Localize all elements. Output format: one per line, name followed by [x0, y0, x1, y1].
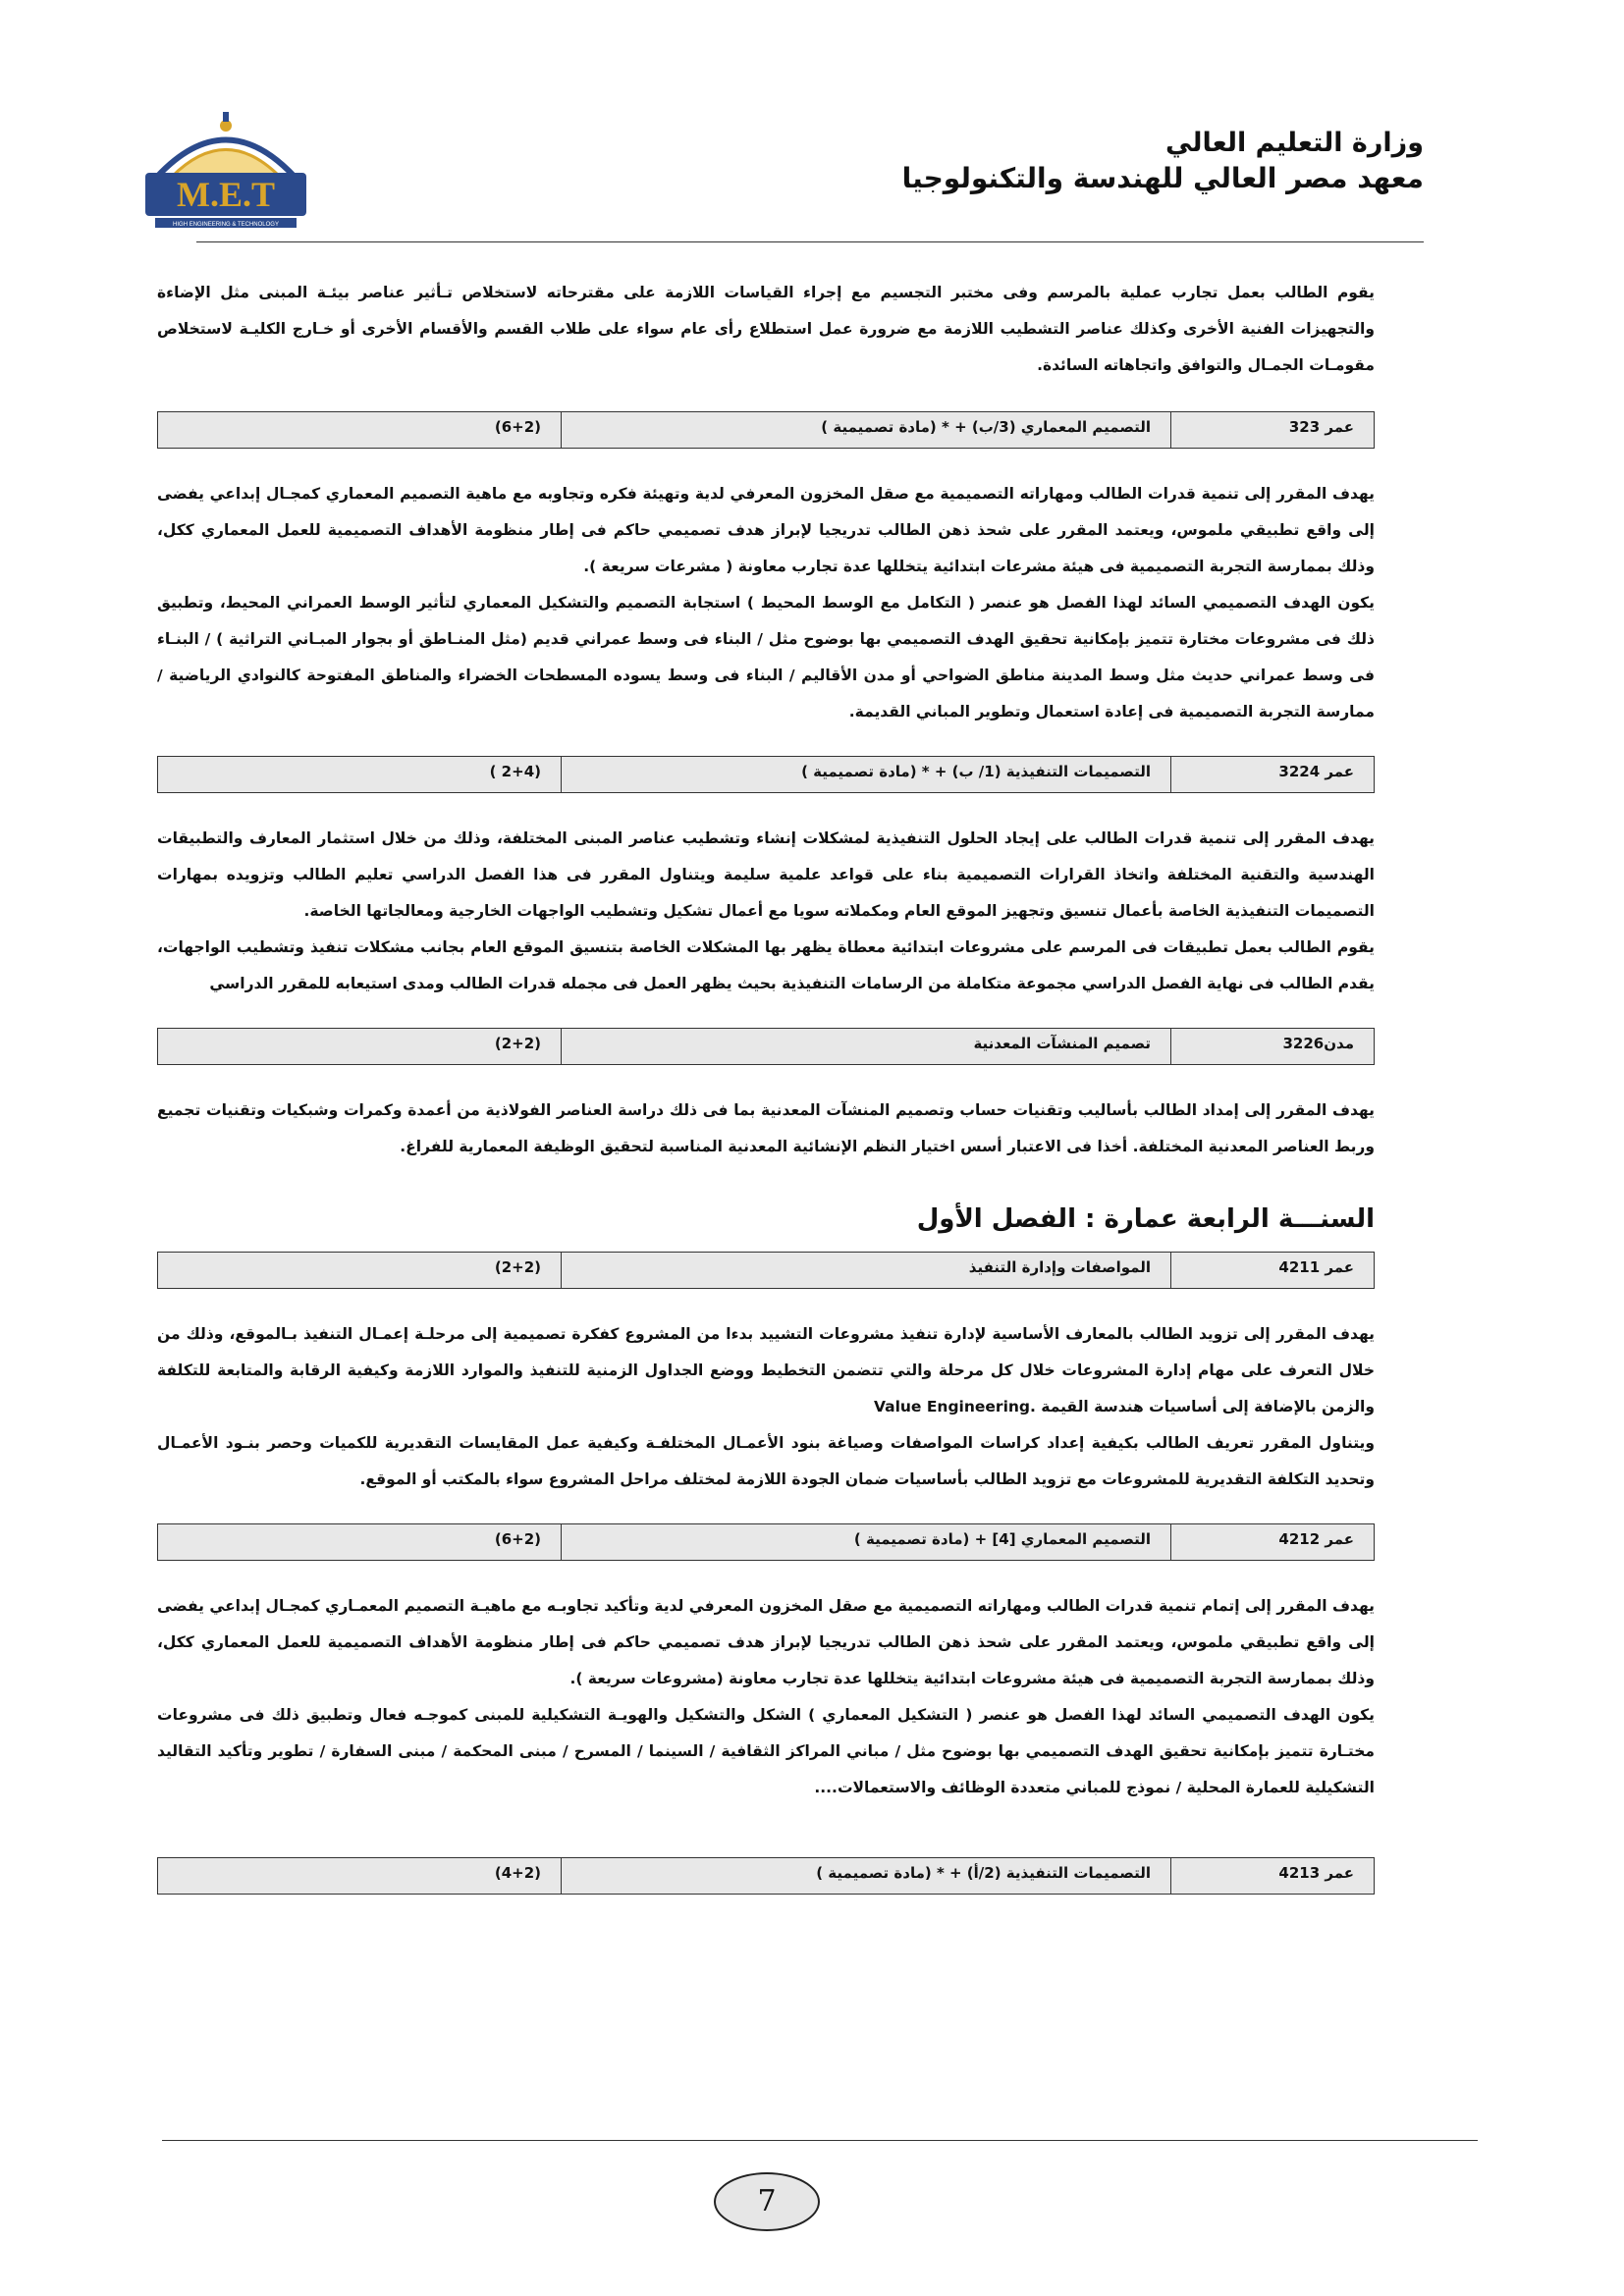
page-content	[157, 275, 1375, 1895]
course-description: يهدف المقرر إلى تنمية قدرات الطالب على إيجاد الحلول التنفيذية لمشكلات إنشاء وتشطيب عناصر المبنى المختلفة، وذلك من خلال استثمار المعارف والتطبيقات الهندسية والتقنية المختلفة واتخاذ القرارات التصميمية بناء على قواعد علمية سليمة ويتناول المقرر فى هذا الفصل الدراسي تعليم الطالب وتزويده بمهارات التصميمات التنفيذية الخاصة بأعمال تنسيق وتجهيز الموقع العام ومكملاته سويا مع أعمال تشكيل وتشطيب الواجهات الخارجية ومعالجاتها الخاصة.	[157, 829, 1375, 920]
course-description: يكون الهدف التصميمي السائد لهذا الفصل هو عنصر ( التشكيل المعماري ) الشكل والتشكيل والهويـة التشكيلية للمبنى كموجـه فعال وتطبيق ذلك فى مشروعات مختـارة تتميز بإمكانية تحقيق الهدف التصميمي بها بوضوح مثل / مباني المراكز الثقافية / السينما / المسرح / مبنى المحكمة / مبنى السفارة / تطوير وتأكيد التقاليد التشكيلية للعمارة المحلية / نموذج للمباني متعددة الوظائف والاستعمالات....	[157, 1706, 1375, 1796]
course-box-323	[157, 411, 1375, 449]
footer-divider	[162, 2140, 1478, 2141]
course-title: تصميم المنشآت المعدنية	[973, 1035, 1151, 1052]
course-code: عمر 4212	[1278, 1530, 1354, 1548]
course-title: التصميم المعماري [4] + (مادة تصميمية )	[853, 1530, 1151, 1548]
intro-paragraph: يقوم الطالب بعمل تجارب عملية بالمرسم وفى مختبر التجسيم مع إجراء القياسات اللازمة على مقترحاته لاستخلاص تـأثير عناصر بيئـة المبنى مثل الإضاءة والتجهيزات الفنية الأخرى وكذلك عناصر التشطيب اللازمة مع ضرورة عمل استطلاع رأى عام سواء على طلاب القسم والأقسام الأخرى أو خـارج الكليـة لاستخلاص مقومـات الجمـال والتوافق واتجاهاته السائدة.	[157, 284, 1375, 374]
header-divider	[196, 241, 1424, 242]
course-code: عمر 3224	[1278, 763, 1354, 780]
course-code: مدن3226	[1282, 1035, 1354, 1052]
course-code: عمر 4213	[1278, 1864, 1354, 1882]
course-box-4213	[157, 1857, 1375, 1895]
ministry-name: وزارة التعليم العالي	[1165, 128, 1424, 158]
institute-name: معهد مصر العالي للهندسة والتكنولوجيا	[901, 162, 1424, 194]
course-hours: (4+2)	[494, 1864, 541, 1882]
course-description: يكون الهدف التصميمي السائد لهذا الفصل هو عنصر ( التكامل مع الوسط المحيط ) استجابة التصميم والتشكيل المعماري لتأثير الوسط العمراني المحيط، وتطبيق ذلك فى مشروعات مختارة تتميز بإمكانية تحقيق الهدف التصميمي بها بوضوح مثل / البناء فى وسط عمراني قديم (مثل المنـاطق أو بجوار المبـاني التراثية ) / البنـاء فى وسط عمراني حديث مثل وسط المدينة مناطق الضواحي أو مدن الأقاليم / البناء فى وسط يسوده المسطحات الخضراء والمناطق المفتوحة كالنوادي الرياضية / ممارسة التجربة التصميمية فى إعادة استعمال وتطوير المباني القديمة.	[157, 594, 1375, 721]
course-title: المواصفات وإدارة التنفيذ	[968, 1258, 1151, 1276]
section-title: السنـــة الرابعة عمارة : الفصل الأول	[916, 1204, 1375, 1234]
course-description: يهدف المقرر إلى تنمية قدرات الطالب ومهاراته التصميمية مع صقل المخزون المعرفي لدية وتهيئة فكره وتجاوبه مع ماهية التصميم المعماري كمجـال إبداعي يفضى إلى واقع تطبيقي ملموس، ويعتمد المقرر على شحذ ذهن الطالب تدريجيا لإبراز هدف تصميمي حاكم فى إطار منظومة الأهداف التصميمية للعمل المعماري ككل، وذلك بممارسة التجربة التصميمية فى هيئة مشرعات ابتدائية يتخللها عدة تجارب معاونة ( مشرعات سريعة ).	[157, 485, 1375, 575]
course-code: عمر 323	[1288, 418, 1354, 436]
course-description: يهدف المقرر إلى إتمام تنمية قدرات الطالب ومهاراته التصميمية مع صقل المخزون المعرفي لدية وتأكيد تجاوبـه مع ماهيـة التصميم المعمـاري كمجـال إبداعي يفضى إلى واقع تطبيقي ملموس، ويعتمد المقرر على شحذ ذهن الطالب تدريجيا لإبراز هدف تصميمي حاكم فى إطار منظومة الأهداف التصميمية للعمل المعماري ككل، وذلك بممارسة التجربة التصميمية فى هيئة مشروعات ابتدائية يتخللها عدة تجارب معاونة (مشروعات سريعة ).	[157, 1597, 1375, 1687]
page-number: 7	[714, 2172, 820, 2231]
course-box-4211	[157, 1252, 1375, 1289]
logo-subtitle: HIGH ENGINEERING & TECHNOLOGY	[173, 222, 279, 228]
course-title: التصميمات التنفيذية (1/ ب) + * (مادة تصميمية )	[801, 763, 1151, 780]
course-description: ويتناول المقرر تعريف الطالب بكيفية إعداد كراسات المواصفات وصياغة بنود الأعمـال المختلفـة وكيفية عمل المقايسات التقديرية للكميات وحصر بنـود الأعمـال وتحديد التكلفة التقديرية للمشروعات مع تزويد الطالب بأساسيات ضمان الجودة اللازمة لمختلف مراحل المشروع سواء بالمكتب أو الموقع.	[157, 1434, 1375, 1488]
course-title: التصميمات التنفيذية (2/أ) + * (مادة تصميمية )	[816, 1864, 1151, 1882]
met-logo	[128, 108, 324, 236]
course-hours: (6+2)	[494, 418, 541, 436]
course-title: التصميم المعماري (3/ب) + * (مادة تصميمية )	[821, 418, 1151, 436]
page-header	[118, 98, 1424, 243]
course-hours: (2+2)	[494, 1035, 541, 1052]
course-hours: (2+2)	[494, 1258, 541, 1276]
organization-block	[902, 128, 1424, 194]
course-description: يهدف المقرر إلى إمداد الطالب بأساليب وتقنيات حساب وتصميم المنشآت المعدنية بما فى ذلك دراسة العناصر الفولاذية من أعمدة وكمرات وشبكيات وتقنيات تجميع وربط العناصر المعدنية المختلفة. أخذا فى الاعتبار أسس اختيار النظم الإنشائية المعدنية المناسبة لتحقيق الوظيفة المعمارية للفراغ.	[157, 1101, 1375, 1155]
course-hours: (6+2)	[494, 1530, 541, 1548]
course-box-3226	[157, 1028, 1375, 1065]
course-box-3224	[157, 756, 1375, 793]
course-description: يقوم الطالب بعمل تطبيقات فى المرسم على مشروعات ابتدائية معطاة يظهر بها المشكلات الخاصة بتنسيق الموقع العام بجانب مشكلات تنفيذ وتشطيب الواجهات، يقدم الطالب فى نهاية الفصل الدراسي مجموعة متكاملة من الرسامات التنفيذية بحيث يظهر العمل فى مجمله قدرات الطالب ومدى استيعابه للمقرر الدراسي	[157, 938, 1375, 992]
course-code: عمر 4211	[1278, 1258, 1354, 1276]
course-hours: ( 2+4)	[489, 763, 541, 780]
course-description: يهدف المقرر إلى تزويد الطالب بالمعارف الأساسية لإدارة تنفيذ مشروعات التشييد بدءا من المشروع كفكرة تصميمية إلى مرحلـة إعمـال التنفيذ بـالموقع، وذلك من خلال التعرف على مهام إدارة المشروعات خلال كل مرحلة والتي تتضمن التخطيط ووضع الجداول الزمنية للتنفيذ والموارد اللازمة وكيفية الرقابة والمتابعة للتكلفة والزمن بالإضافة إلى أساسيات هندسة القيمة .Value Engineering	[157, 1325, 1375, 1415]
logo-text: M.E.T	[176, 175, 276, 214]
course-box-4212	[157, 1523, 1375, 1561]
